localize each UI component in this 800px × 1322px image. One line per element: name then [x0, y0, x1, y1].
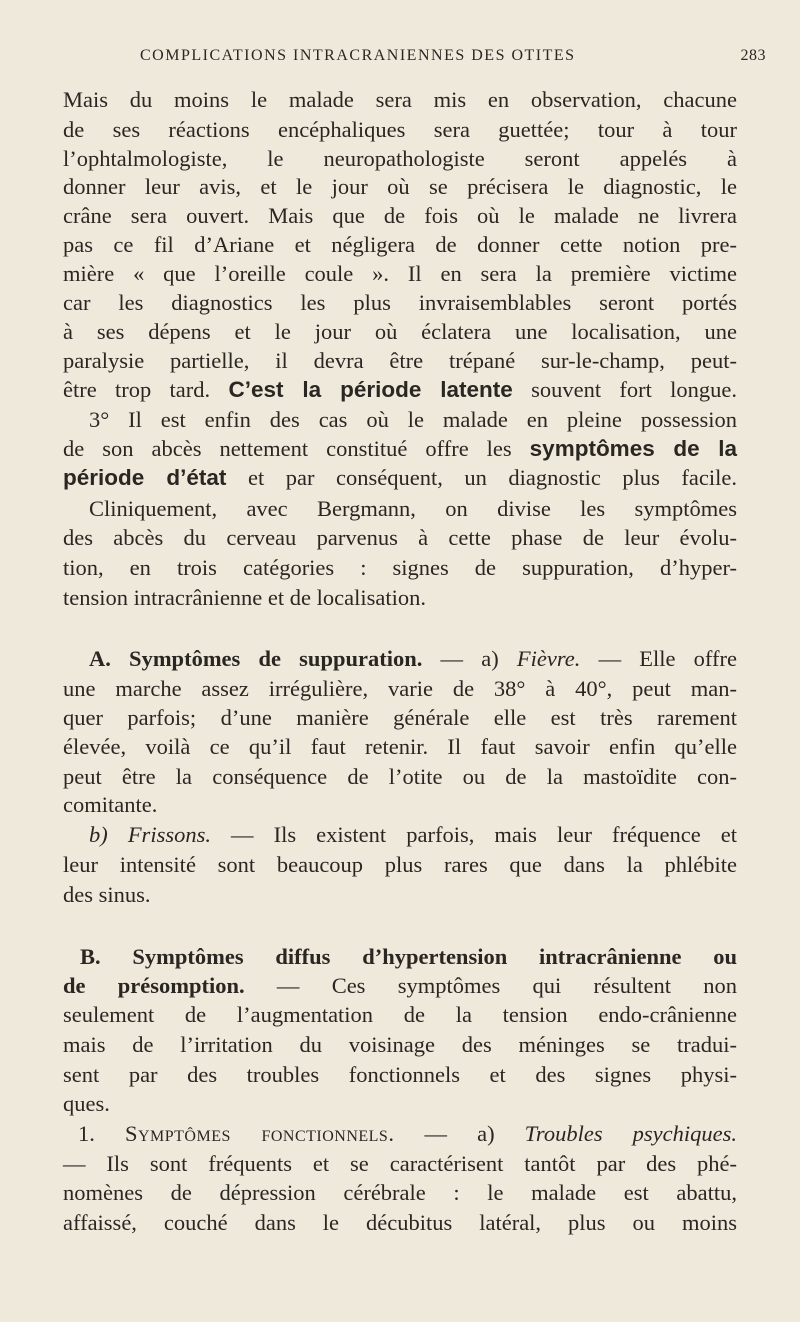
text-line: élevée, voilà ce qu’il faut retenir. Il faut savoir enfin qu’elle: [63, 734, 737, 759]
text-run: de son abcès nettement constitué offre les: [63, 436, 530, 461]
emphasis-period-of-state: période d’état: [63, 465, 227, 490]
section-heading-a: [89, 644, 737, 674]
text-line: comitante.: [63, 792, 158, 817]
text-line: [89, 820, 737, 850]
text-run: b): [89, 822, 128, 847]
text-line: [63, 434, 737, 464]
text-line: de ses réactions encéphaliques sera guettée; tour à tour: [63, 117, 737, 142]
text-line: mière « que l’oreille coule ». Il en sera la première victime: [63, 261, 737, 286]
running-title: COMPLICATIONS INTRACRANIENNES DES OTITES: [140, 47, 576, 64]
text-line: pas ce fil d’Ariane et négligera de donner cette notion pre-: [63, 232, 737, 257]
text-line: Mais du moins le malade sera mis en observation, chacune: [63, 87, 737, 112]
text-run: — a): [422, 646, 517, 671]
page-number: 283: [740, 47, 766, 64]
subheading-fever: Fièvre.: [516, 646, 581, 671]
subheading-functional-symptoms: Symptômes fonctionnels.: [124, 1121, 395, 1146]
text-line: seulement de l’augmentation de la tension endo-crânienne: [63, 1002, 737, 1027]
heading-b-continuation: de présomption.: [63, 973, 245, 998]
text-line: ques.: [63, 1091, 110, 1116]
text-line: car les diagnostics les plus invraisemblables seront portés: [63, 290, 737, 315]
text-line: donner leur avis, et le jour où se précisera le diagnostic, le: [63, 174, 737, 199]
text-run: — a): [394, 1121, 525, 1146]
text-line: des sinus.: [63, 882, 151, 907]
text-line: une marche assez irrégulière, varie de 38° à 40°, peut man-: [63, 676, 737, 701]
text-run: — Elle offre: [580, 646, 737, 671]
heading-b-title: B. Symptômes diffus d’hypertension intracrânienne ou: [80, 944, 737, 969]
text-run: — Ces symptômes qui résultent non: [244, 973, 737, 998]
subheading-chills: Frissons.: [127, 822, 211, 847]
text-run: être trop tard.: [63, 377, 229, 402]
text-run: et par conséquent, un diagnostic plus facile.: [226, 465, 737, 490]
text-run: souvent fort longue.: [512, 377, 737, 402]
text-run: 1.: [78, 1121, 125, 1146]
heading-a-title: A. Symptômes de suppuration.: [89, 646, 423, 671]
text-line: mais de l’irritation du voisinage des méninges se tradui-: [63, 1032, 737, 1057]
text-line: 3° Il est enfin des cas où le malade en pleine possession: [89, 407, 737, 432]
text-line: [63, 375, 737, 405]
text-line: crâne sera ouvert. Mais que de fois où le malade ne livrera: [63, 203, 737, 228]
text-line: [78, 1119, 737, 1149]
subheading-psychic-troubles: Troubles psychiques.: [524, 1121, 738, 1146]
text-line: tension intracrânienne et de localisation.: [63, 585, 426, 610]
text-line: — Ils sont fréquents et se caractérisent tantôt par des phé-: [63, 1151, 737, 1176]
text-line: sent par des troubles fonctionnels et des signes physi-: [63, 1062, 737, 1087]
text-line: leur intensité sont beaucoup plus rares que dans la phlébite: [63, 852, 737, 877]
emphasis-latent-period: C’est la période latente: [228, 377, 513, 402]
text-line: quer parfois; d’une manière générale elle est très rarement: [63, 705, 737, 730]
text-line: paralysie partielle, il devra être trépané sur-le-champ, peut-: [63, 348, 737, 373]
text-line: nomènes de dépression cérébrale : le malade est abattu,: [63, 1180, 737, 1205]
text-line: [63, 971, 737, 1001]
text-run: — Ils existent parfois, mais leur fréquence et: [210, 822, 737, 847]
emphasis-symptoms: symptômes de la: [529, 436, 737, 461]
text-line: [63, 463, 737, 493]
running-header: [140, 44, 766, 68]
text-line: peut être la conséquence de l’otite ou de la mastoïdite con-: [63, 764, 737, 789]
text-line: à ses dépens et le jour où éclatera une localisation, une: [63, 319, 737, 344]
text-line: Cliniquement, avec Bergmann, on divise les symptômes: [89, 496, 737, 521]
text-line: affaissé, couché dans le décubitus latéral, plus ou moins: [63, 1210, 737, 1235]
text-line: l’ophtalmologiste, le neuropathologiste seront appelés à: [63, 146, 737, 171]
text-line: des abcès du cerveau parvenus à cette phase de leur évolu-: [63, 525, 737, 550]
section-heading-b: [80, 942, 737, 972]
text-line: tion, en trois catégories : signes de suppuration, d’hyper-: [63, 555, 737, 580]
